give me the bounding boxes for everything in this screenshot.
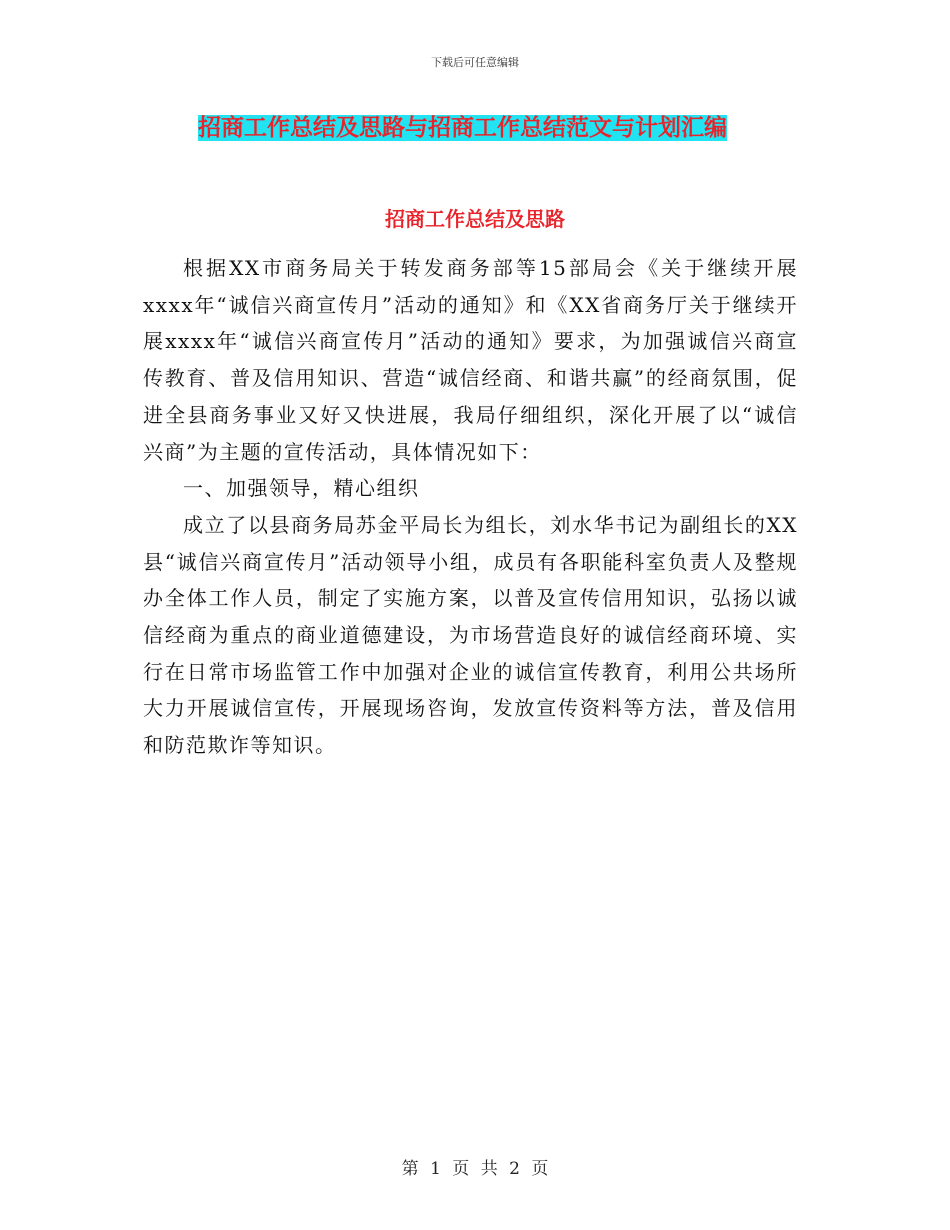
paragraph-intro: 根据XX市商务局关于转发商务部等15部局会《关于继续开展xxxx年“诚信兴商宣传月”活动的通知》和《XX省商务厅关于继续开展xxxx年“诚信兴商宣传月”活动的通知》要求，为加强诚信兴商宣传教育、普及信用知识、营造“诚信经商、和谐共赢”的经商氛围，促进全县商务事业又好又快进展，我局仔细组织，深化开展了以“诚信兴商”为主题的宣传活动，具体情况如下： <box>143 256 798 464</box>
header-note: 下载后可任意编辑 <box>431 56 519 69</box>
page-number: 第 1 页 共 2 页 <box>401 1159 549 1179</box>
paragraph-heading-1: 一、加强领导，精心组织 <box>183 476 420 501</box>
paragraph-leadership: 成立了以县商务局苏金平局长为组长，刘水华书记为副组长的XX县“诚信兴商宣传月”活动领导小组，成员有各职能科室负责人及整规办全体工作人员，制定了实施方案，以普及宣传信用知识，弘扬以诚信经商为重点的商业道德建设，为市场营造良好的诚信经商环境、实行在日常市场监管工作中加强对企业的诚信宣传教育，利用公共场所大力开展诚信宣传，开展现场咨询，发放宣传资料等方法，普及信用和防范欺诈等知识。 <box>143 512 798 758</box>
section-title: 招商工作总结及思路 <box>385 207 565 231</box>
document-body <box>143 250 798 764</box>
document-main-title <box>194 112 731 144</box>
main-title-highlight: 招商工作总结及思路与招商工作总结范文与计划汇编 <box>198 115 727 141</box>
